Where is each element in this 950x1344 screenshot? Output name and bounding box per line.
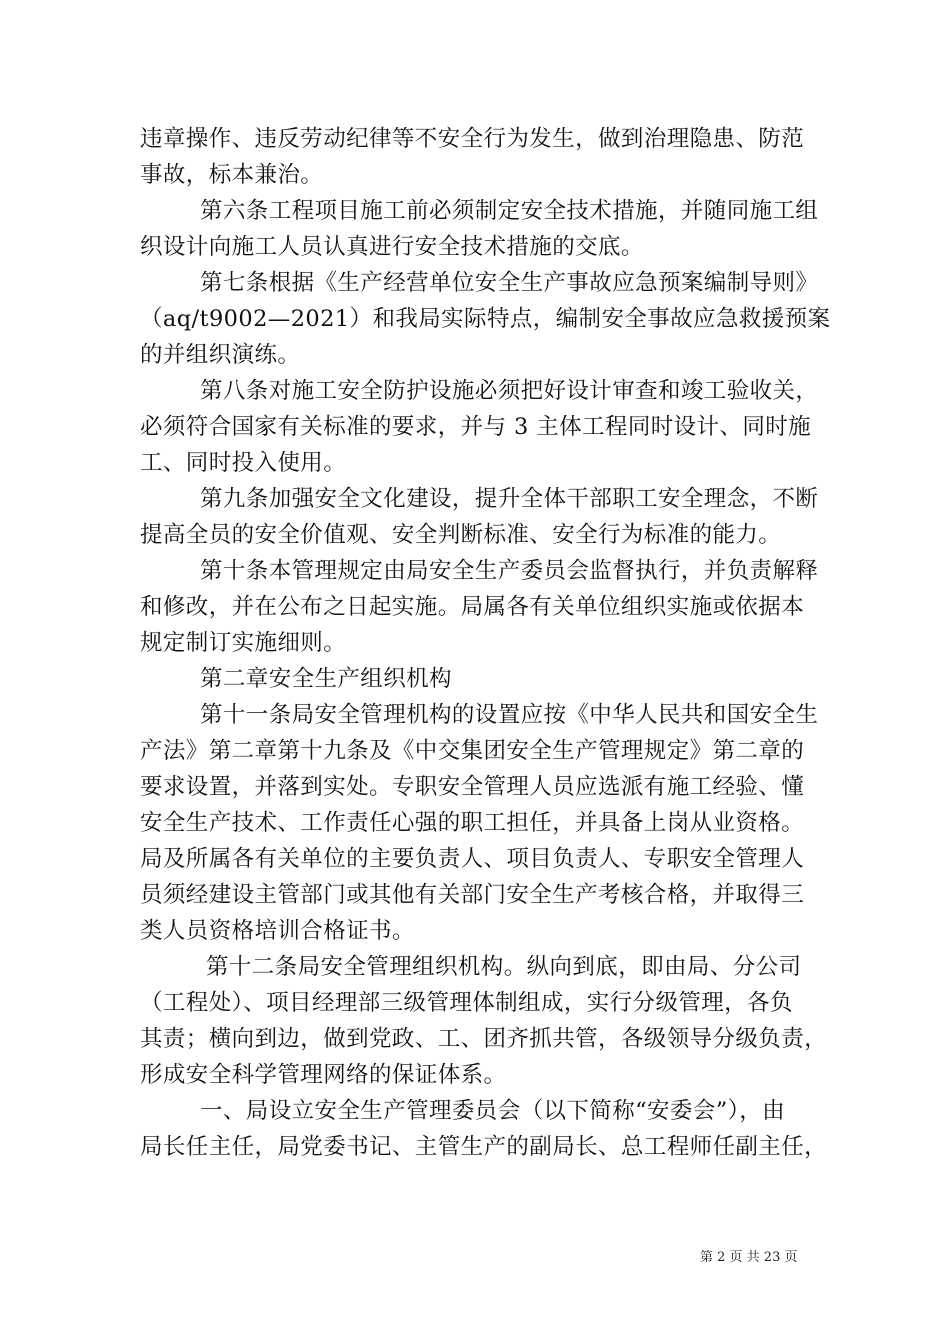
text-line-14: 和修改，并在公布之日起实施。局属各有关单位组织实施或依据本 <box>140 594 805 620</box>
text-line-7: 的并组织演练。 <box>140 342 301 368</box>
text-line-15: 规定制订实施细则。 <box>140 630 347 656</box>
text-line-12: 提高全员的安全价值观、安全判断标准、安全行为标准的能力。 <box>140 522 782 548</box>
text-line-28: 一、局设立安全生产管理委员会（以下简称“安委会”），由 <box>200 1098 786 1124</box>
text-line-24: 第十二条局安全管理组织机构。纵向到底，即由局、分公司 <box>206 954 802 980</box>
text-line-8: 第八条对施工安全防护设施必须把好设计审查和竣工验收关， <box>200 378 819 404</box>
text-line-10: 工、同时投入使用。 <box>140 450 347 476</box>
text-line-29: 局长任主任，局党委书记、主管生产的副局长、总工程师任副主任， <box>140 1134 828 1160</box>
text-line-5: 第七条根据《生产经营单位安全生产事故应急预案编制导则》 <box>200 270 819 296</box>
text-line-25: （工程处）、项目经理部三级管理体制组成，实行分级管理，各负 <box>140 990 793 1016</box>
text-line-2: 事故，标本兼治。 <box>140 162 324 188</box>
text-line-17: 第十一条局安全管理机构的设置应按《中华人民共和国安全生 <box>200 702 819 728</box>
text-line-13: 第十条本管理规定由局安全生产委员会监督执行，并负责解释 <box>200 558 819 584</box>
text-line-4: 织设计向施工人员认真进行安全技术措施的交底。 <box>140 234 644 260</box>
text-line-23: 类人员资格培训合格证书。 <box>140 918 415 944</box>
text-line-11: 第九条加强安全文化建设，提升全体干部职工安全理念，不断 <box>200 486 819 512</box>
text-line-22: 员须经建设主管部门或其他有关部门安全生产考核合格，并取得三 <box>140 882 805 908</box>
text-line-1: 违章操作、违反劳动纪律等不安全行为发生，做到治理隐患、防范 <box>140 126 805 152</box>
text-line-6: （aq/t9002—2021）和我局实际特点，编制安全事故应急救援预案 <box>140 306 831 332</box>
text-line-3: 第六条工程项目施工前必须制定安全技术措施，并随同施工组 <box>200 198 819 224</box>
text-line-9: 必须符合国家有关标准的要求，并与 3 主体工程同时设计、同时施 <box>140 414 812 440</box>
text-line-21: 局及所属各有关单位的主要负责人、项目负责人、专职安全管理人 <box>140 846 805 872</box>
text-line-18: 产法》第二章第十九条及《中交集团安全生产管理规定》第二章的 <box>140 738 805 764</box>
chapter-heading: 第二章安全生产组织机构 <box>200 666 452 692</box>
text-line-27: 形成安全科学管理网络的保证体系。 <box>140 1062 507 1088</box>
page-number-footer: 第 2 页 共 23 页 <box>700 1250 798 1265</box>
text-line-20: 安全生产技术、工作责任心强的职工担任，并具备上岗从业资格。 <box>140 810 805 836</box>
text-line-19: 要求设置，并落到实处。专职安全管理人员应选派有施工经验、懂 <box>140 774 805 800</box>
text-line-26: 其责；横向到边，做到党政、工、团齐抓共管，各级领导分级负责， <box>140 1026 828 1052</box>
